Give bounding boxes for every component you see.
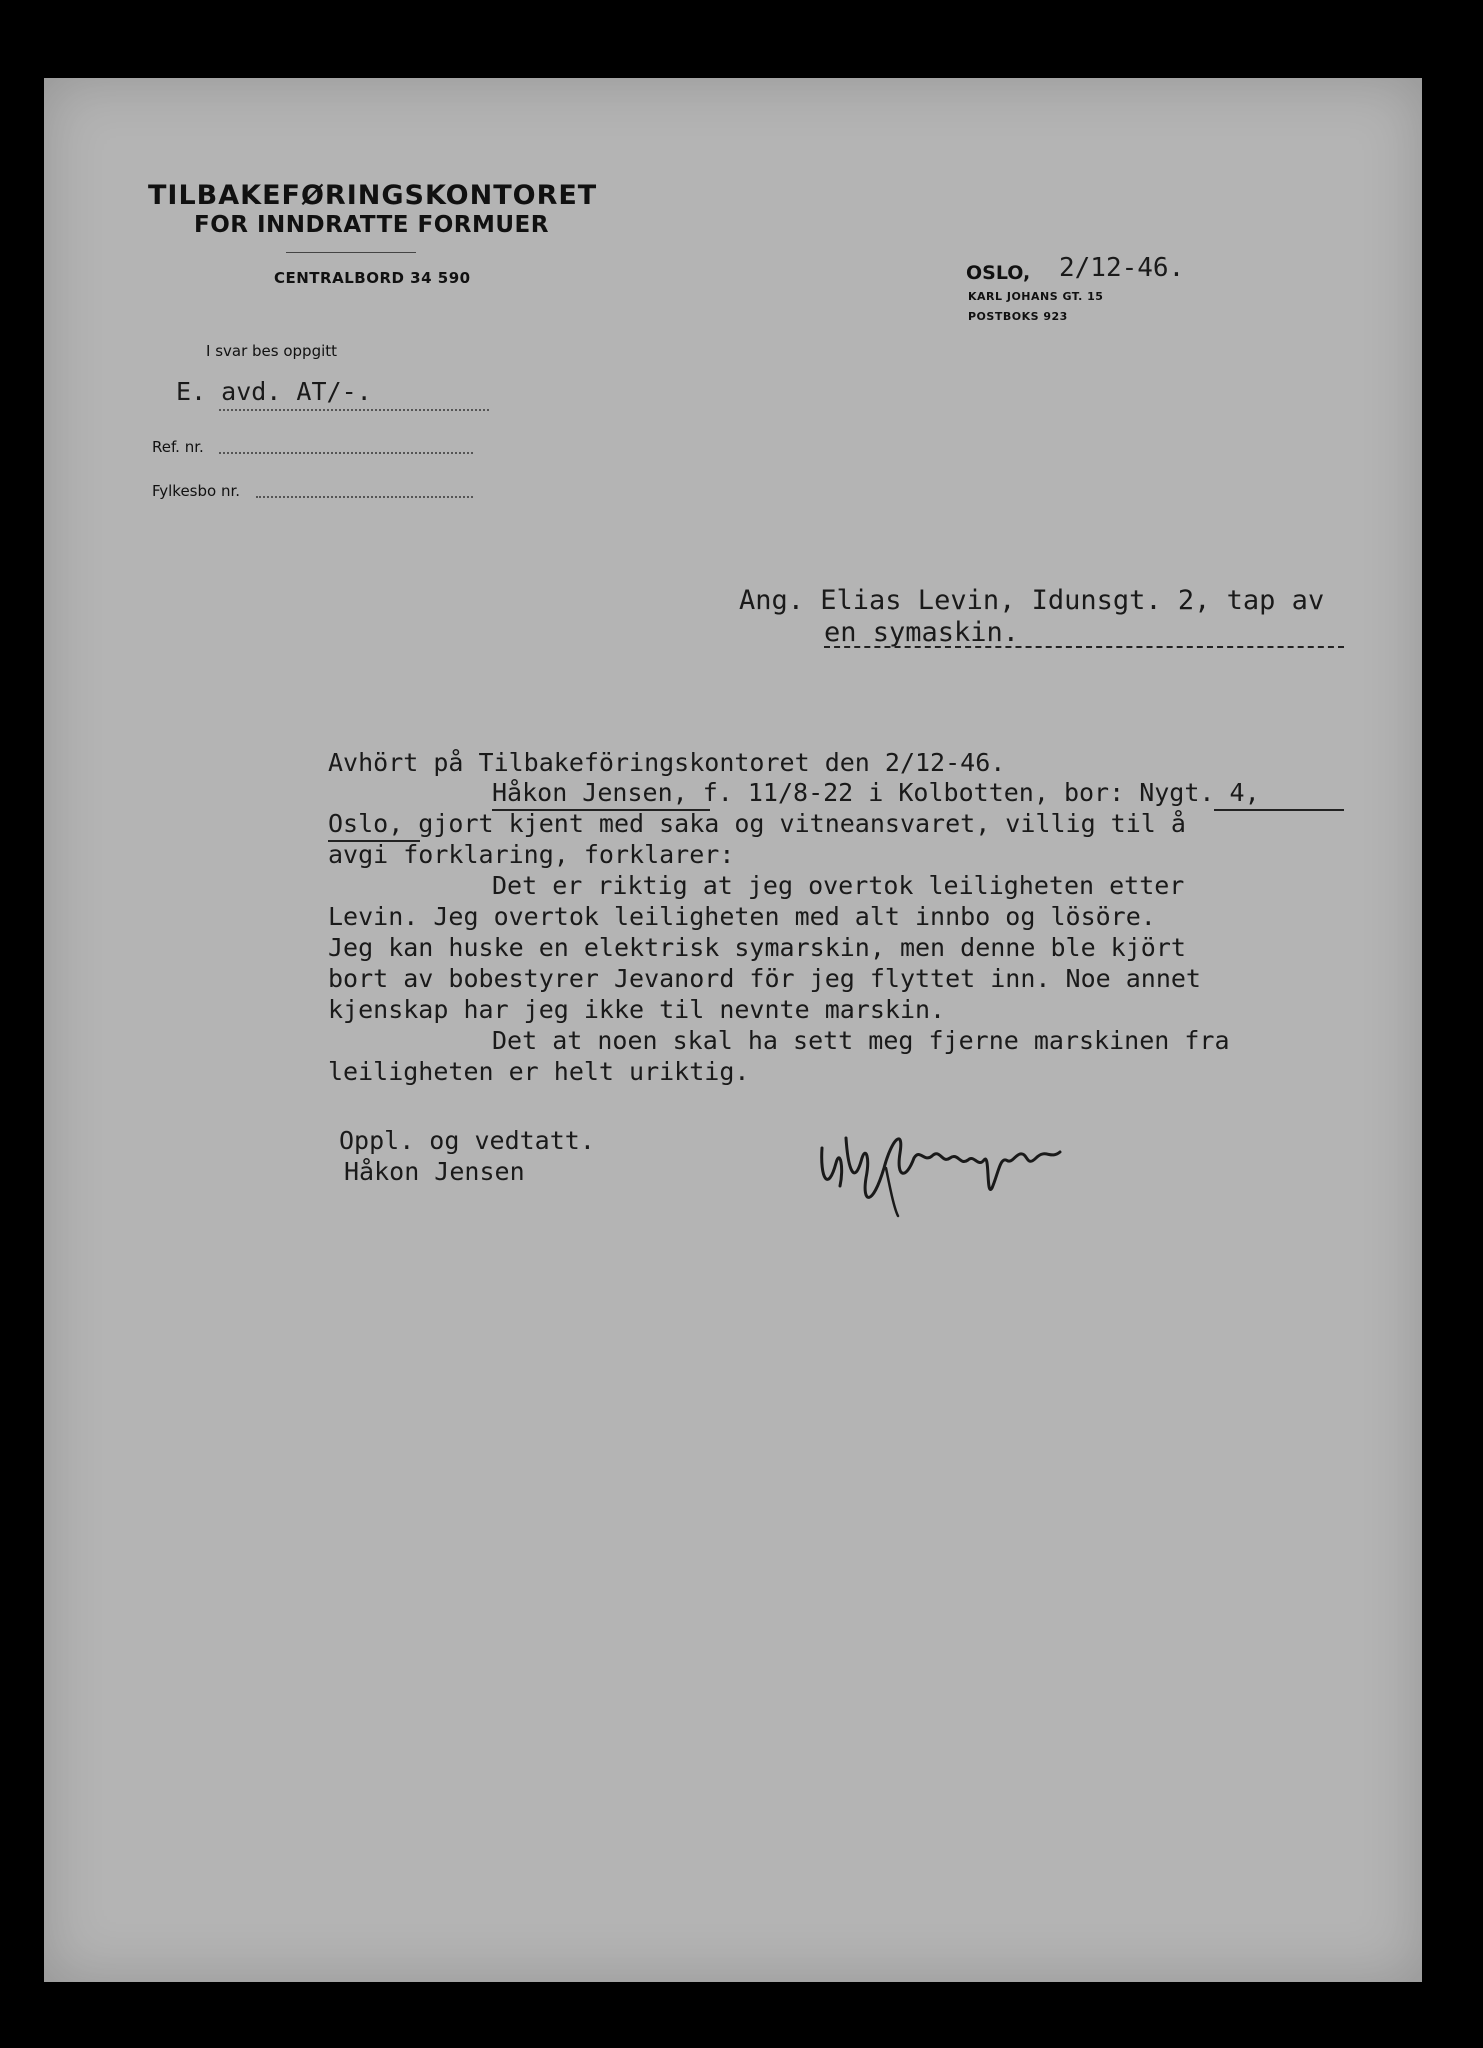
document-page — [44, 78, 1422, 1982]
city: OSLO, — [966, 262, 1031, 284]
body-line: leiligheten er helt uriktig. — [328, 1057, 750, 1086]
ref-number-label: Ref. nr. — [152, 438, 204, 456]
dotted-line — [219, 452, 473, 454]
reply-reference-label: I svar bes oppgitt — [206, 342, 338, 360]
body-line: Levin. Jeg overtok leiligheten med alt innbo og lösöre. — [328, 902, 1156, 931]
body-line: Jeg kan huske en elektrisk symarskin, men denne ble kjört — [328, 933, 1186, 962]
postbox: POSTBOKS 923 — [968, 310, 1068, 323]
handwritten-signature — [814, 1108, 1074, 1218]
dotted-line — [256, 496, 473, 498]
body-line: Det er riktig at jeg overtok leiligheten etter — [492, 871, 1185, 900]
central-phone: CENTRALBORD 34 590 — [274, 269, 471, 287]
fylkesbo-number-label: Fylkesbo nr. — [152, 482, 241, 500]
org-subtitle: FOR INNDRATTE FORMUER — [194, 212, 549, 238]
date: 2/12-46. — [1059, 253, 1185, 283]
body-line: bort av bobestyrer Jevanord för jeg flyttet inn. Noe annet — [328, 964, 1201, 993]
body-line: Håkon Jensen, f. 11/8-22 i Kolbotten, bor: Nygt. 4, — [492, 778, 1260, 807]
body-line: kjenskap har jeg ikke til nevnte marskin. — [328, 995, 946, 1024]
address-underline — [1214, 809, 1344, 811]
letterhead-divider — [286, 252, 416, 253]
street-address: KARL JOHANS GT. 15 — [968, 290, 1104, 303]
org-name: TILBAKEFØRINGSKONTORET — [148, 180, 598, 211]
reply-reference-value: E. avd. AT/-. — [176, 377, 372, 406]
closing-approval: Oppl. og vedtatt. — [339, 1126, 595, 1155]
signer-name: Håkon Jensen — [344, 1157, 525, 1186]
subject-line: Ang. Elias Levin, Idunsgt. 2, tap av — [739, 585, 1325, 616]
body-line: Det at noen skal ha sett meg fjerne marskinen fra — [492, 1026, 1230, 1055]
subject-line: en symaskin. — [824, 617, 1020, 648]
body-line: Avhört på Tilbakeföringskontoret den 2/12-46. — [328, 748, 1006, 777]
body-line: avgi forklaring, forklarer: — [328, 840, 735, 869]
dotted-line — [219, 409, 489, 411]
body-line: Oslo, gjort kjent med saka og vitneansvaret, villig til å — [328, 809, 1186, 838]
subject-underline — [824, 646, 1344, 648]
